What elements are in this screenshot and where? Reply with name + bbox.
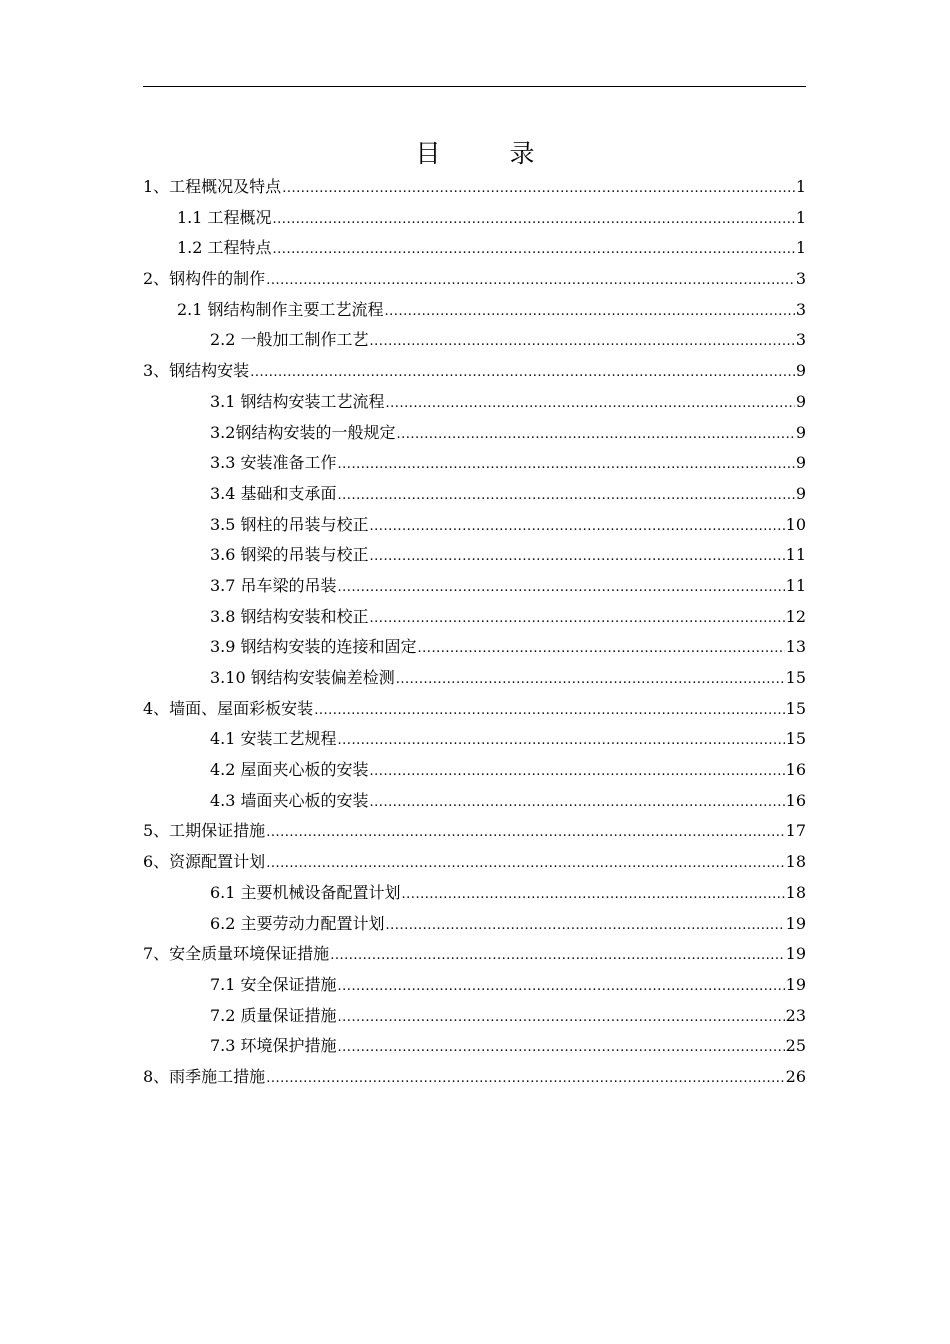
- toc-page-number: 11: [785, 545, 806, 565]
- toc-entry-title: 4.2 屋面夹心板的安装: [210, 760, 369, 780]
- toc-entry[interactable]: [143, 327, 806, 358]
- toc-entry[interactable]: [143, 788, 806, 819]
- toc-page-number: 3: [795, 269, 806, 289]
- toc-page-number: 9: [795, 453, 806, 473]
- toc-page-number: 10: [785, 514, 806, 534]
- toc-entry[interactable]: [143, 941, 806, 972]
- toc-leader-dots: [250, 360, 795, 386]
- toc-entry-title: 2.1 钢结构制作主要工艺流程: [177, 299, 384, 319]
- toc-leader-dots: [338, 728, 785, 754]
- toc-leader-dots: [273, 207, 795, 233]
- page-title: 目 录: [415, 139, 557, 168]
- toc-entry[interactable]: [143, 235, 806, 266]
- toc-entry[interactable]: [143, 757, 806, 788]
- toc-page-number: 18: [785, 882, 806, 902]
- toc-leader-dots: [370, 329, 795, 355]
- table-of-contents: [143, 174, 806, 1095]
- toc-leader-dots: [273, 237, 795, 263]
- toc-leader-dots: [266, 820, 784, 846]
- toc-page-number: 19: [785, 913, 806, 933]
- toc-entry[interactable]: [143, 205, 806, 236]
- toc-entry-title: 3.6 钢梁的吊装与校正: [210, 545, 369, 565]
- toc-entry[interactable]: [143, 911, 806, 942]
- toc-page-number: 3: [795, 330, 806, 350]
- toc-page-number: 9: [795, 391, 806, 411]
- toc-entry-title: 6.1 主要机械设备配置计划: [210, 882, 401, 902]
- toc-entry[interactable]: [143, 696, 806, 727]
- toc-leader-dots: [418, 636, 785, 662]
- toc-entry[interactable]: [143, 297, 806, 328]
- toc-leader-dots: [282, 176, 795, 202]
- toc-leader-dots: [266, 268, 795, 294]
- toc-entry-title: 7.1 安全保证措施: [210, 974, 337, 994]
- toc-entry-title: 3.2钢结构安装的一般规定: [210, 422, 396, 442]
- toc-leader-dots: [338, 1035, 785, 1061]
- toc-entry[interactable]: [143, 420, 806, 451]
- toc-entry[interactable]: [143, 849, 806, 880]
- toc-entry[interactable]: [143, 880, 806, 911]
- toc-entry-title: 1.2 工程特点: [177, 238, 272, 258]
- toc-leader-dots: [402, 882, 785, 908]
- toc-entry[interactable]: [143, 604, 806, 635]
- toc-page-number: 9: [795, 422, 806, 442]
- toc-page-number: 1: [795, 177, 806, 196]
- toc-entry[interactable]: [143, 174, 806, 205]
- toc-entry-title: 3.9 钢结构安装的连接和固定: [210, 637, 417, 657]
- toc-entry-title: 7.3 环境保护措施: [210, 1036, 337, 1056]
- toc-entry-title: 2.2 一般加工制作工艺: [210, 330, 369, 350]
- toc-entry[interactable]: [143, 726, 806, 757]
- toc-entry[interactable]: [143, 665, 806, 696]
- toc-page-number: 9: [795, 483, 806, 503]
- toc-leader-dots: [266, 851, 784, 877]
- toc-entry[interactable]: [143, 1003, 806, 1034]
- toc-entry[interactable]: [143, 389, 806, 420]
- toc-page-number: 9: [795, 361, 806, 381]
- toc-leader-dots: [370, 759, 785, 785]
- toc-entry-title: 2、钢构件的制作: [143, 269, 266, 289]
- toc-entry-title: 3.3 安装准备工作: [210, 453, 337, 473]
- toc-entry[interactable]: [143, 358, 806, 389]
- toc-page-number: 25: [785, 1036, 806, 1056]
- toc-entry[interactable]: [143, 542, 806, 573]
- toc-page-number: 1: [795, 238, 806, 258]
- toc-entry-title: 4.3 墙面夹心板的安装: [210, 790, 369, 810]
- toc-entry[interactable]: [143, 481, 806, 512]
- toc-entry-title: 6、资源配置计划: [143, 852, 266, 872]
- toc-leader-dots: [386, 913, 785, 939]
- toc-page-number: 13: [785, 637, 806, 657]
- toc-entry[interactable]: [143, 266, 806, 297]
- toc-entry-title: 6.2 主要劳动力配置计划: [210, 913, 385, 933]
- toc-leader-dots: [386, 391, 795, 417]
- toc-leader-dots: [314, 698, 784, 724]
- toc-entry-title: 1.1 工程概况: [177, 207, 272, 227]
- toc-leader-dots: [338, 483, 795, 509]
- toc-page-number: 11: [785, 575, 806, 595]
- toc-entry-title: 3.10 钢结构安装偏差检测: [210, 668, 395, 687]
- toc-leader-dots: [338, 452, 795, 478]
- toc-leader-dots: [338, 974, 785, 1000]
- toc-page-number: 15: [785, 668, 806, 687]
- toc-entry-title: 3.5 钢柱的吊装与校正: [210, 514, 369, 534]
- toc-leader-dots: [338, 575, 785, 601]
- toc-leader-dots: [370, 606, 785, 632]
- toc-entry-title: 3.7 吊车梁的吊装: [210, 575, 337, 595]
- toc-entry[interactable]: [143, 972, 806, 1003]
- toc-entry-title: 4、墙面、屋面彩板安装: [143, 698, 314, 718]
- toc-page-number: 19: [785, 974, 806, 994]
- toc-entry-title: 7、安全质量环境保证措施: [143, 944, 330, 964]
- toc-leader-dots: [385, 299, 795, 325]
- toc-leader-dots: [370, 790, 785, 816]
- toc-entry[interactable]: [143, 818, 806, 849]
- toc-page-number: 3: [795, 299, 806, 319]
- header-rule: [143, 86, 806, 87]
- toc-page-number: 23: [785, 1005, 806, 1025]
- toc-page-number: 15: [785, 698, 806, 718]
- toc-entry[interactable]: [143, 1064, 806, 1095]
- toc-leader-dots: [370, 514, 785, 540]
- toc-page-number: 17: [785, 821, 806, 841]
- toc-entry-title: 7.2 质量保证措施: [210, 1005, 337, 1025]
- toc-entry-title: 3.1 钢结构安装工艺流程: [210, 391, 385, 411]
- toc-page-number: 16: [785, 760, 806, 780]
- toc-leader-dots: [396, 422, 794, 448]
- toc-page-number: 15: [785, 729, 806, 749]
- toc-leader-dots: [330, 943, 784, 969]
- toc-entry-title: 3.4 基础和支承面: [210, 483, 337, 503]
- toc-entry-title: 3.8 钢结构安装和校正: [210, 606, 369, 626]
- toc-entry[interactable]: [143, 573, 806, 604]
- toc-entry-title: 3、钢结构安装: [143, 361, 250, 381]
- toc-entry-title: 8、雨季施工措施: [143, 1066, 266, 1086]
- toc-entry[interactable]: [143, 1033, 806, 1064]
- toc-page-number: 1: [795, 207, 806, 227]
- toc-entry[interactable]: [143, 634, 806, 665]
- toc-entry-title: 4.1 安装工艺规程: [210, 729, 337, 749]
- toc-page-number: 12: [785, 606, 806, 626]
- toc-entry[interactable]: [143, 512, 806, 543]
- toc-page-number: 19: [785, 944, 806, 964]
- toc-page-number: 18: [785, 852, 806, 872]
- toc-leader-dots: [370, 544, 785, 570]
- toc-leader-dots: [396, 667, 785, 693]
- toc-entry-title: 5、工期保证措施: [143, 821, 266, 841]
- toc-leader-dots: [266, 1066, 784, 1092]
- toc-leader-dots: [338, 1005, 785, 1031]
- toc-entry-title: 1、工程概况及特点: [143, 177, 282, 196]
- toc-entry[interactable]: [143, 450, 806, 481]
- toc-page-number: 16: [785, 790, 806, 810]
- toc-page-number: 26: [785, 1066, 806, 1086]
